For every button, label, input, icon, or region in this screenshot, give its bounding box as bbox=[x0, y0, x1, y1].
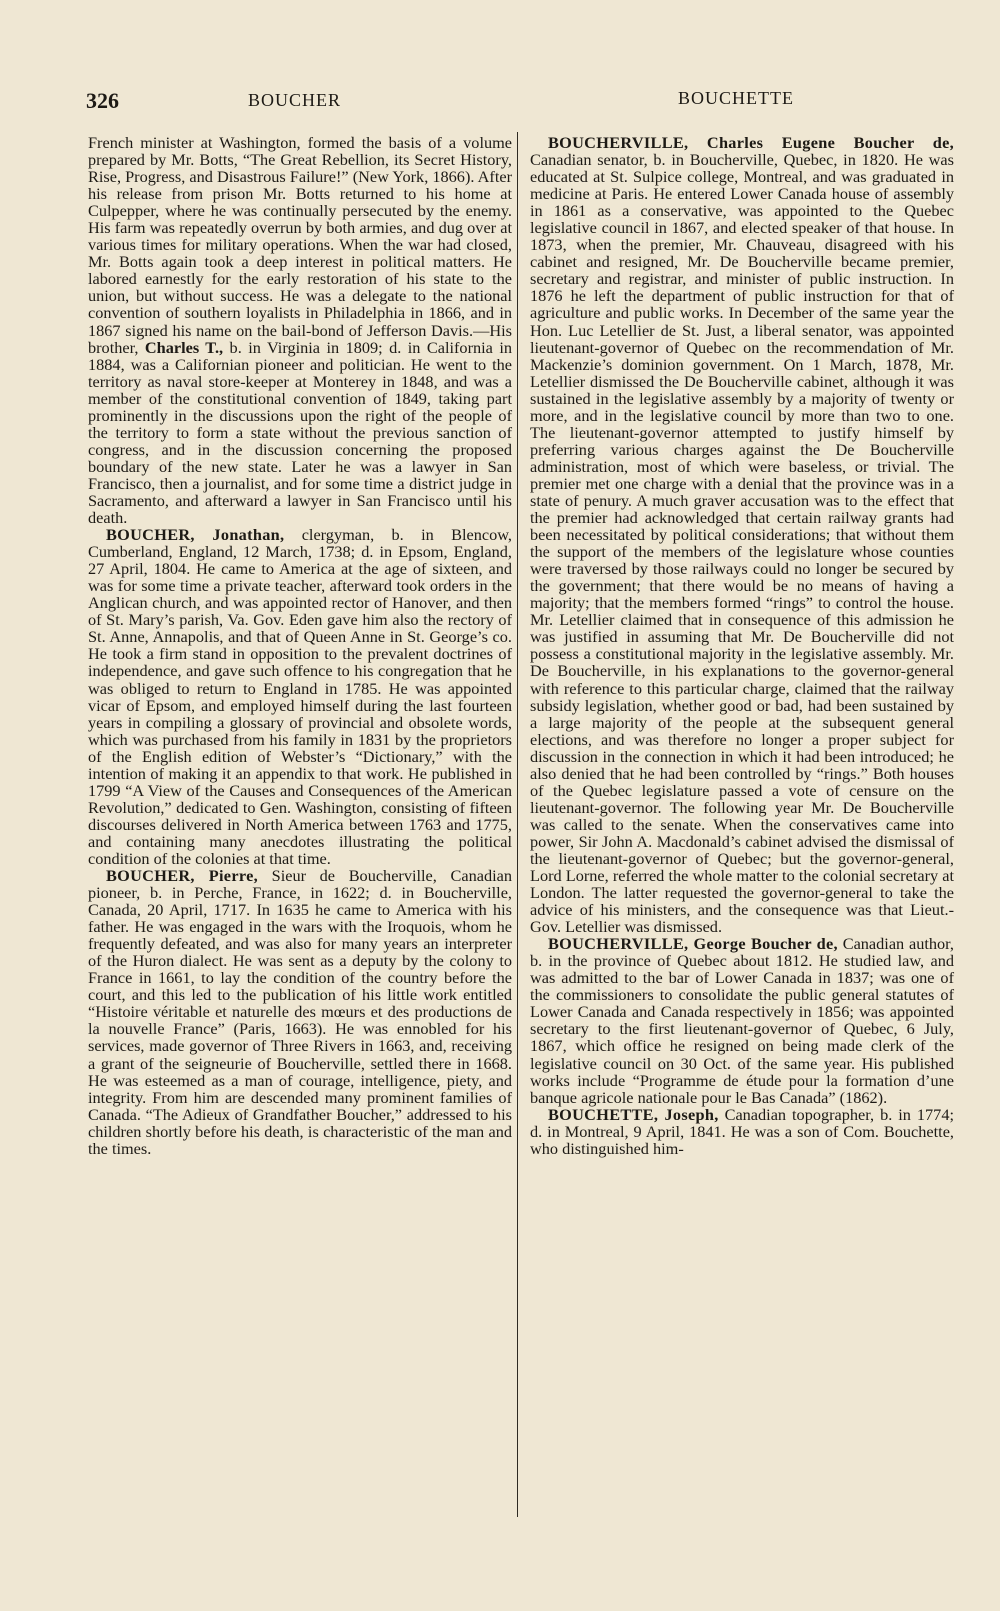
entry-text: b. in Virginia in 1809; d. in California in 1884, was a Californian pioneer and politician. He went to the territory as naval store-keeper at Monterey in 1848, and was a member of the constitutional convention of 1849, taking part prominently in the discussions upon the right of the people of the territory to form a state without the previous sanction of congress, and in the discussion concerning the proposed boundary of the new state. Later he was a lawyer in San Francisco, then a journalist, and for some time a district judge in Sacramento, and afterward a lawyer in San Francisco until his death. bbox=[88, 337, 512, 528]
entry-headword: BOUCHETTE, Joseph, bbox=[548, 1104, 719, 1124]
page-number: 326 bbox=[86, 88, 119, 113]
entry-text: clergyman, b. in Blencow, Cumberland, England, 12 March, 1738; d. in Epsom, England, 27 April, 1804. He came to America at the age of sixteen, and was for some time a private teacher, afterward took orders in the Anglican church, and was appointed rector of Hanover, and then of St. Mary’s parish, Va. Gov. Eden gave him also the rectory of St. Anne, Annapolis, and that of Queen Anne in St. George’s co. He took a firm stand in opposition to the prevalent doctrines of independence, and gave such offence to his congregation that he was obliged to return to England in 1785. He was appointed vicar of Epsom, and employed himself during the last fourteen years in compiling a glossary of provincial and obsolete words, which was purchased from his family in 1831 by the proprietors of the English edition of Webster’s “Dictionary,” with the intention of making it an appendix to that work. He published in 1799 “A View of the Causes and Consequences of the American Revolution,” dedicated to Gen. Washington, consisting of fifteen discourses delivered in North America between 1763 and 1775, and containing many anecdotes illustrating the political condition of the colonies at that time. bbox=[88, 525, 512, 868]
entry-text: Sieur de Boucherville, Canadian pioneer, b. in Perche, France, in 1622; d. in Boucherville, Canada, 20 April, 1717. In 1635 he came to America with his father. He was engaged in the wars with the Iroquois, whom he frequently defeated, and was also for many years an interpreter of the Huron dialect. He was sent as a deputy by the colony to France in 1661, to lay the condition of the country before the court, and this led to the publication of his little work entitled “Histoire véritable et naturelle des mœurs et des productions de la nouvelle France” (Paris, 1663). He was ennobled for his services, made governor of Three Rivers in 1663, and, receiving a grant of the seigneurie of Boucherville, settled there in 1668. He was esteemed as a man of courage, intelligence, piety, and integrity. From him are descended many prominent families of Canada. “The Adieux of Grandfather Boucher,” addressed to his children shortly before his death, is characteristic of the man and the times. bbox=[88, 866, 512, 1158]
entry-headword: BOUCHER, Pierre, bbox=[106, 866, 258, 886]
left-column bbox=[88, 134, 512, 1157]
entry-headword: BOUCHERVILLE, George Boucher de, bbox=[548, 934, 838, 954]
right-column bbox=[530, 134, 954, 1157]
entry-boucherville-george bbox=[530, 935, 954, 1105]
entry-boucher-jonathan bbox=[88, 526, 512, 867]
entry-text: Canadian author, b. in the province of Quebec about 1812. He studied law, and was admitted to the bar of Lower Canada in 1837; was one of the commissioners to consolidate the public general statutes of Lower Canada and Canada respectively in 1856; was appointed secretary to the first lieutenant-governor of Quebec, 6 July, 1867, which office he resigned on being made clerk of the legislative council on 30 Oct. of the same year. His published works include “Programme de étude pour la formation d’une banque agricole nationale pour le Bas Canada” (1862). bbox=[530, 934, 954, 1107]
entry-text: Canadian topographer, b. in 1774; d. in Montreal, 9 April, 1841. He was a son of Com. Bouchette, who distinguished him- bbox=[530, 1104, 954, 1158]
entry-text: Canadian senator, b. in Boucherville, Quebec, in 1820. He was educated at St. Sulpice college, Montreal, and was graduated in medicine at Paris. He entered Lower Canada house of assembly in 1861 as a conservative, was appointed to the Quebec legislative council in 1867, and elected speaker of that house. In 1873, when the premier, Mr. Chauveau, disagreed with his cabinet and resigned, Mr. De Boucherville became premier, secretary and registrar, and minister of public instruction. In 1876 he left the department of public instruction for that of agriculture and public works. In December of the same year the Hon. Luc Letellier de St. Just, a liberal senator, was appointed lieutenant-governor of Quebec on the recommendation of Mr. Mackenzie’s dominion government. On 1 March, 1878, Mr. Letellier dismissed the De Boucherville cabinet, although it was sustained in the legislative assembly by a majority of twenty or more, and in the legislative council by more than two to one. The lieutenant-governor attempted to justify himself by preferring various charges against the De Boucherville administration, most of which were baseless, or trivial. The premier met one charge with a denial that the province was in a state of penury. A much graver accusation was to the effect that the premier had acknowledged that certain railway grants had been necessitated by political considerations; that without them the support of the members of the legislature whose counties were traversed by those railways could no longer be secured by the government; that there would be no means of having a majority; that the members formed “rings” to control the house. Mr. Letellier claimed that in consequence of this admission he was justified in assuming that Mr. De Boucherville did not possess a constitutional majority in the legislative assembly. Mr. De Boucherville, in his explanations to the governor-general with reference to this particular charge, claimed that the railway subsidy legislation, whether good or bad, had been sustained by a large majority of the people at the subsequent general elections, and was therefore no longer a proper subject for discussion in the connection in which it had been introduced; he also denied that he had been controlled by “rings.” Both houses of the Quebec legislature passed a vote of censure on the lieutenant-governor. The following year Mr. De Boucherville was called to the senate. When the conservatives came into power, Sir John A. Macdonald’s cabinet advised the dismissal of the lieutenant-governor of Quebec; but the governor-general, Lord Lorne, referred the whole matter to the colonial secretary at London. The latter requested the governor-general to take the advice of his ministers, and the consequence was that Lieut.-Gov. Letellier was dismissed. bbox=[530, 150, 954, 937]
running-header bbox=[86, 88, 814, 118]
entry-boucher-pierre bbox=[88, 867, 512, 1157]
relative-name: Charles T., bbox=[144, 337, 224, 357]
entry-headword: BOUCHERVILLE, Charles Eugene Boucher de, bbox=[548, 133, 954, 152]
entry-headword: BOUCHER, Jonathan, bbox=[106, 525, 285, 545]
entry-text: French minister at Washington, formed the basis of a volume prepared by Mr. Botts, “The Great Rebellion, its Secret History, Rise, Progress, and Disastrous Failure!” (New York, 1866). After his release from prison Mr. Botts returned to his home at Culpepper, where he was continually persecuted by the enemy. His farm was repeatedly overrun by both armies, and dug over at various times for military operations. When the war had closed, Mr. Botts again took a deep interest in political matters. He labored earnestly for the early restoration of his state to the union, but without success. He was a delegate to the national convention of southern loyalists in Philadelphia in 1866, and in 1867 signed his name on the bail-bond of Jefferson Davis.—His brother, bbox=[88, 133, 512, 357]
entry-bouchette-joseph bbox=[530, 1106, 954, 1157]
entry-botts-continued bbox=[88, 134, 512, 526]
right-guide-word: BOUCHETTE bbox=[678, 88, 794, 108]
left-guide-word: BOUCHER bbox=[248, 90, 342, 110]
entry-boucherville-charles-eugene bbox=[530, 134, 954, 935]
column-divider bbox=[517, 132, 518, 1517]
